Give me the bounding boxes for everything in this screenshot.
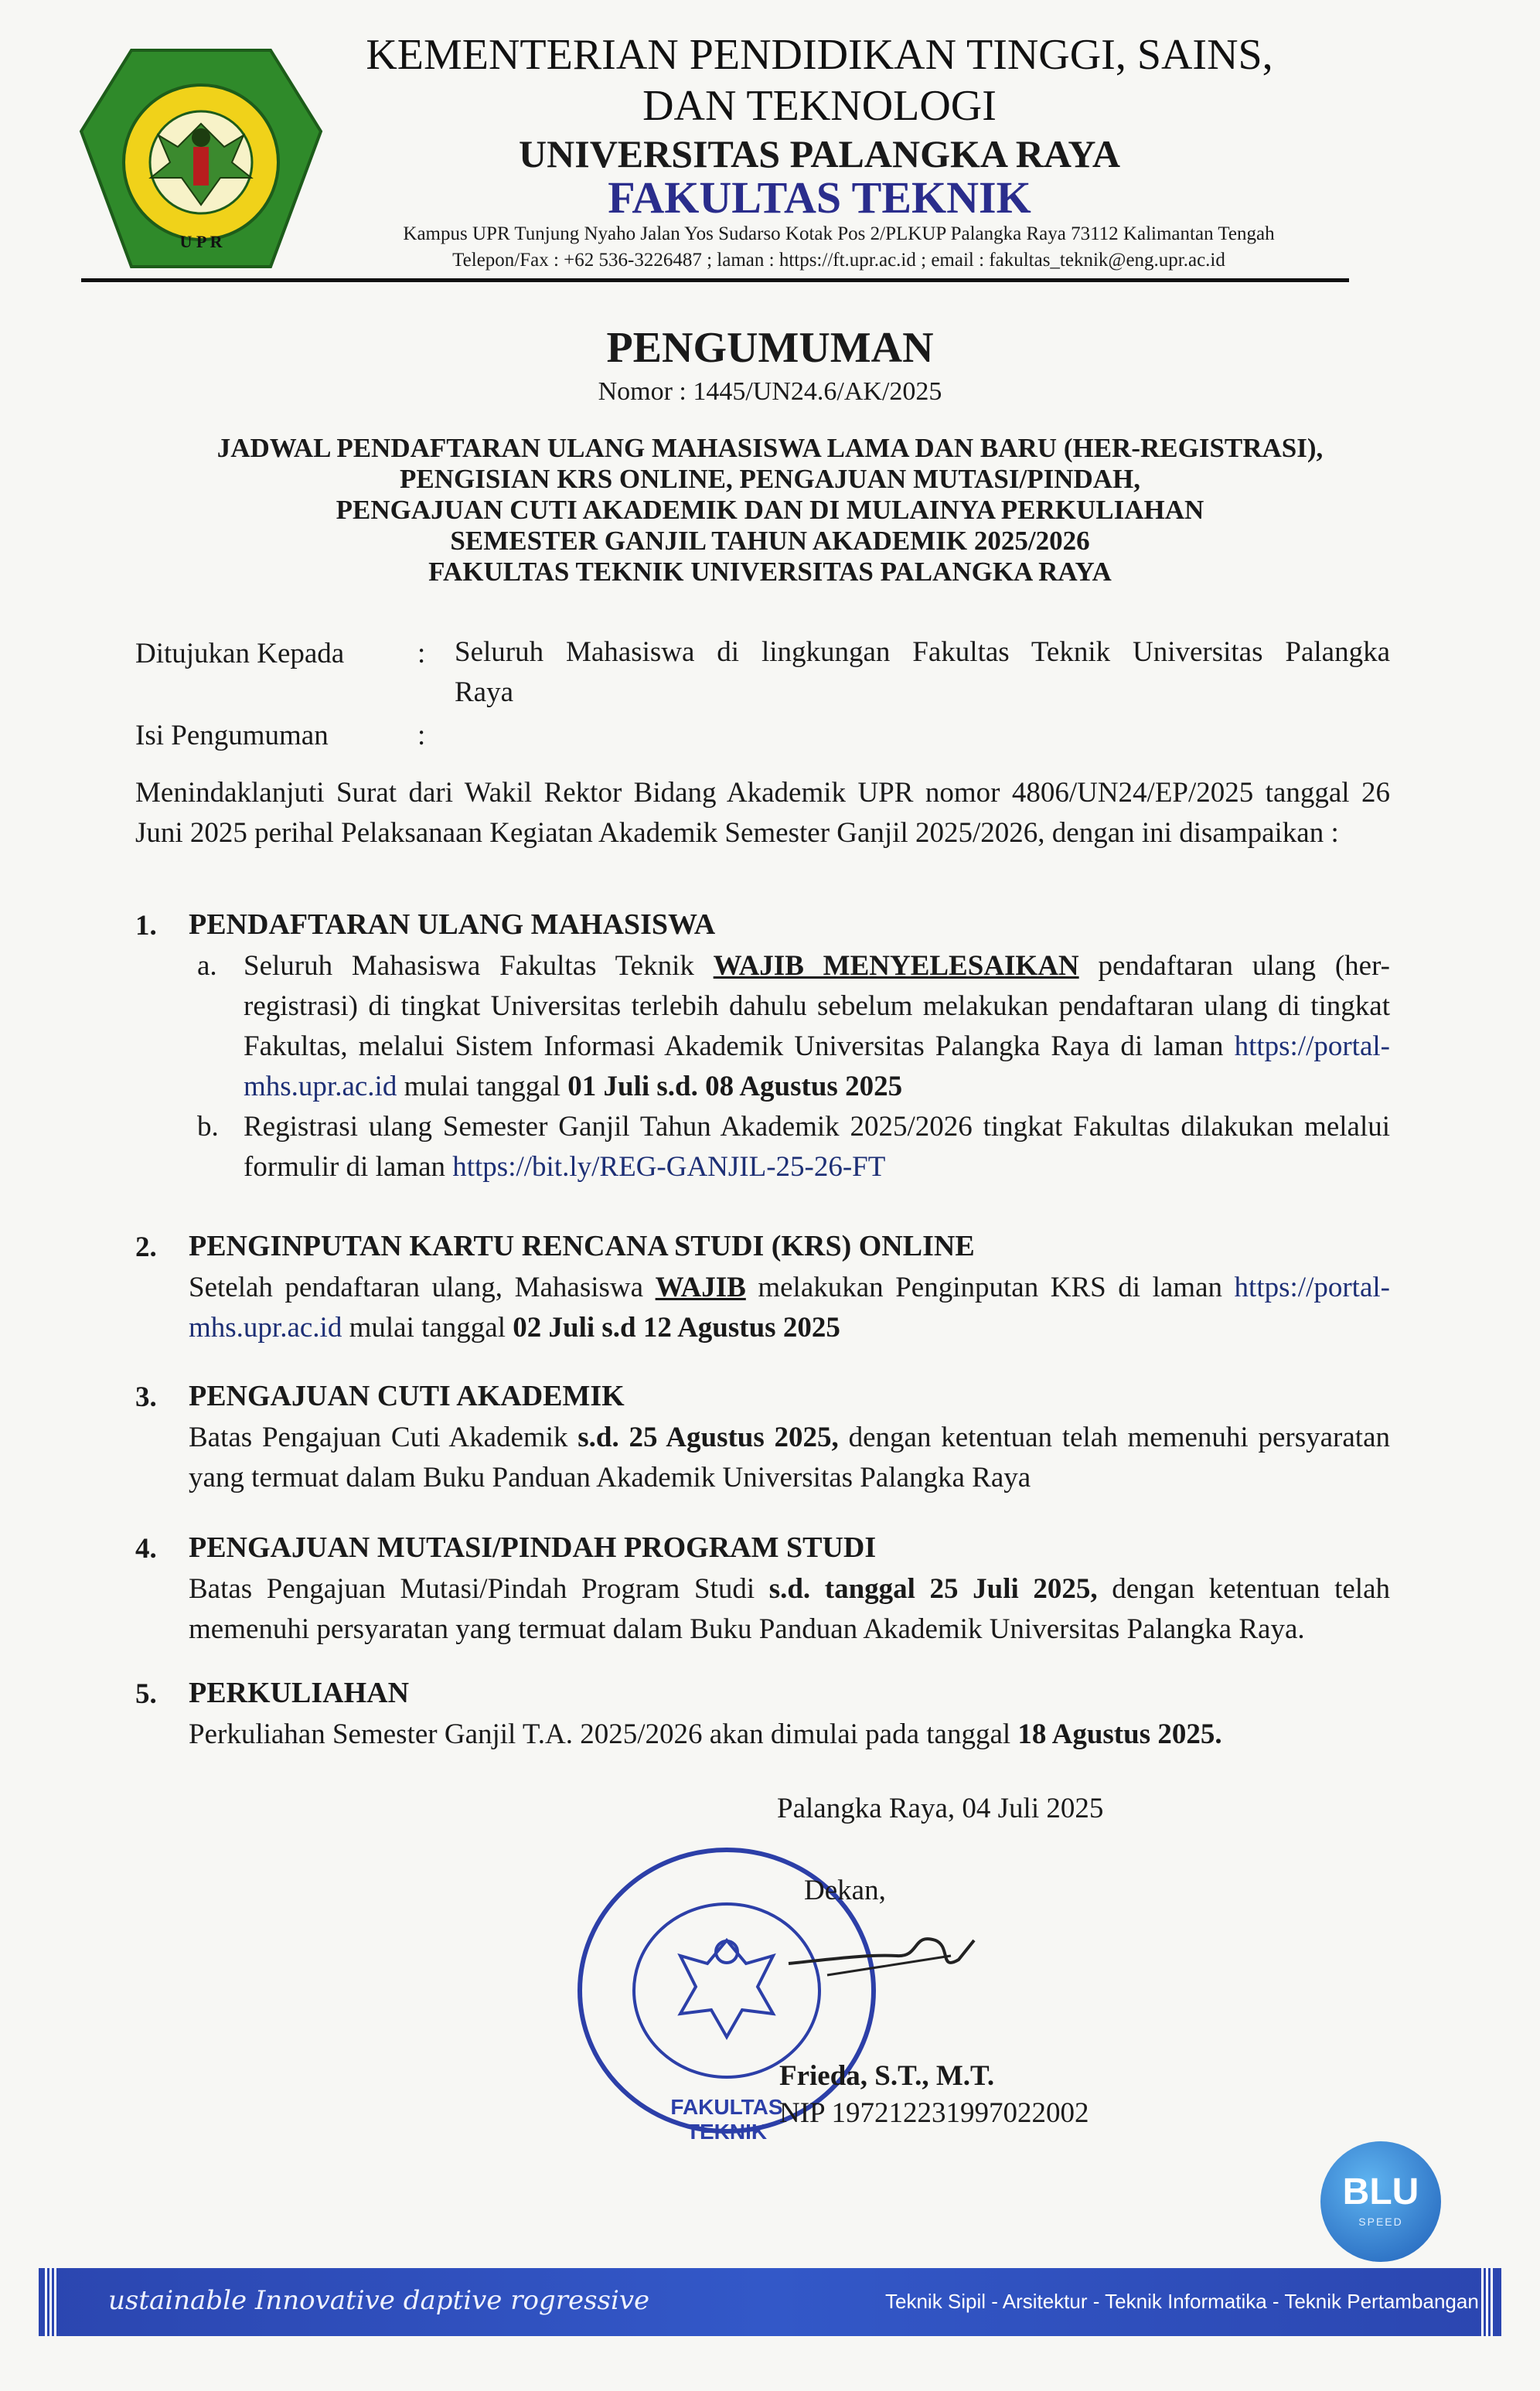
section-5-text: Perkuliahan Semester Ganjil T.A. 2025/2026 akan dimulai pada tanggal 18 Agustus 2025.	[189, 1718, 1222, 1750]
footer-stripes-left	[45, 2268, 59, 2336]
faculty-name: FAKULTAS TEKNIK	[608, 172, 1031, 223]
intro-paragraph: Menindaklanjuti Surat dari Wakil Rektor Bidang Akademik UPR nomor 4806/UN24/EP/2025 tanggal 26 Juni 2025 perihal Pelaksanaan Kegiatan Akademik Semester Ganjil 2025/2026, dengan ini disampaikan :	[135, 777, 1390, 849]
addressee-line: Raya	[455, 676, 514, 708]
ministry-line-1: KEMENTERIAN PENDIDIKAN TINGGI, SAINS,	[366, 31, 1273, 79]
stamp-caption: FAKULTAS TEKNIK	[670, 2095, 783, 2144]
footer-stripes-right	[1481, 2268, 1495, 2336]
badge-subtext: SPEED	[1358, 2216, 1403, 2228]
footer-slogan: ustainable Innovative daptive rogressive	[108, 2285, 650, 2316]
addressee-label: Ditujukan Kepada	[135, 638, 345, 669]
date-text: 02 Juli s.d 12 Agustus 2025	[513, 1312, 840, 1344]
item-label: a.	[197, 950, 217, 982]
number-label: Nomor :	[598, 377, 687, 406]
subject-line: SEMESTER GANJIL TAHUN AKADEMIK 2025/2026	[450, 526, 1090, 556]
signatory-role: Dekan,	[804, 1875, 886, 1906]
section-title: PENGAJUAN CUTI AKADEMIK	[189, 1380, 625, 1412]
address-line: Kampus UPR Tunjung Nyaho Jalan Yos Sudarso Kotak Pos 2/PLKUP Palangka Raya 73112 Kalimantan Tengah	[403, 223, 1275, 244]
section-title: PENGINPUTAN KARTU RENCANA STUDI (KRS) ONLINE	[189, 1230, 975, 1262]
section-2-text: Setelah pendaftaran ulang, Mahasiswa WAJIB melakukan Penginputan KRS di laman https://portal-mhs.upr.ac.id mulai tanggal 02 Juli s.d 12 Agustus 2025	[189, 1272, 1390, 1344]
addressee-colon: :	[417, 638, 426, 669]
section-number: 5.	[135, 1678, 157, 1710]
footer-bar	[39, 2268, 1501, 2336]
logo-caption: U P R	[179, 232, 223, 251]
section-3-text: Batas Pengajuan Cuti Akademik s.d. 25 Agustus 2025, dengan ketentuan telah memenuhi persyaratan yang termuat dalam Buku Panduan Akademik Universitas Palangka Raya	[189, 1422, 1390, 1494]
date-text: s.d. 25 Agustus 2025,	[578, 1422, 839, 1453]
subject-line: PENGISIAN KRS ONLINE, PENGAJUAN MUTASI/PINDAH,	[399, 464, 1141, 494]
contact-line: Telepon/Fax : +62 536-3226487 ; laman : https://ft.upr.ac.id ; email : fakultas_teknik@eng.upr.ac.id	[452, 250, 1225, 271]
ministry-line-2: DAN TEKNOLOGI	[642, 82, 997, 130]
section-title: PERKULIAHAN	[189, 1677, 410, 1709]
university-name: UNIVERSITAS PALANGKA RAYA	[519, 132, 1120, 175]
item-label: b.	[197, 1111, 219, 1143]
content-colon: :	[417, 720, 426, 751]
emphasis-text: WAJIB MENYELESAIKAN	[713, 950, 1079, 982]
registration-form-link[interactable]: https://bit.ly/REG-GANJIL-25-26-FT	[452, 1151, 886, 1183]
portal-link[interactable]: https://portal-mhs.upr.ac.id	[189, 1272, 1390, 1344]
addressee-line: Seluruh Mahasiswa di lingkungan Fakultas Teknik Universitas Palangka	[455, 636, 1390, 668]
document-number	[0, 377, 1540, 407]
subject-line: JADWAL PENDAFTARAN ULANG MAHASISWA LAMA DAN BARU (HER-REGISTRASI),	[216, 433, 1324, 463]
section-1b-text: Registrasi ulang Semester Ganjil Tahun Akademik 2025/2026 tingkat Fakultas dilakukan melalui formulir di laman https://bit.ly/REG-GANJIL-25-26-FT	[244, 1111, 1390, 1183]
footer-programs: Teknik Sipil - Arsitektur - Teknik Informatika - Teknik Pertambangan	[885, 2290, 1479, 2313]
blu-badge	[1320, 2141, 1441, 2262]
content-label: Isi Pengumuman	[135, 720, 329, 751]
subject-line: FAKULTAS TEKNIK UNIVERSITAS PALANGKA RAYA	[428, 557, 1112, 587]
section-1a-text: Seluruh Mahasiswa Fakultas Teknik WAJIB MENYELESAIKAN pendaftaran ulang (her-registrasi) di tingkat Universitas terlebih dahulu sebelum melakukan pendaftaran ulang di tingkat Fakultas, melalui Sistem Informasi Akademik Universitas Palangka Raya di laman https://portal-mhs.upr.ac.id mulai tanggal 01 Juli s.d. 08 Agustus 2025	[244, 950, 1390, 1102]
section-title: PENDAFTARAN ULANG MAHASISWA	[189, 908, 716, 941]
letterhead-contact	[325, 221, 1353, 274]
portal-link[interactable]: https://portal-mhs.upr.ac.id	[244, 1030, 1390, 1102]
ministry-name	[278, 29, 1361, 131]
section-number: 4.	[135, 1533, 157, 1565]
section-title: PENGAJUAN MUTASI/PINDAH PROGRAM STUDI	[189, 1531, 877, 1564]
place-date: Palangka Raya, 04 Juli 2025	[777, 1793, 1104, 1824]
date-text: s.d. tanggal 25 Juli 2025,	[768, 1573, 1098, 1605]
emphasis-text: WAJIB	[655, 1272, 746, 1303]
signatory-name: Frieda, S.T., M.T.	[779, 2060, 995, 2092]
number-value: 1445/UN24.6/AK/2025	[693, 377, 942, 406]
subject-line: PENGAJUAN CUTI AKADEMIK DAN DI MULAINYA PERKULIAHAN	[336, 495, 1204, 525]
document-title: PENGUMUMAN	[606, 324, 934, 372]
document-subject	[0, 433, 1540, 588]
signatory-nip: NIP 197212231997022002	[779, 2097, 1089, 2129]
handwritten-signature	[781, 1917, 982, 1987]
date-text: 18 Agustus 2025.	[1017, 1718, 1222, 1750]
letterhead-divider	[81, 278, 1349, 282]
section-number: 3.	[135, 1381, 157, 1413]
section-4-text: Batas Pengajuan Mutasi/Pindah Program Studi s.d. tanggal 25 Juli 2025, dengan ketentuan telah memenuhi persyaratan yang termuat dalam Buku Panduan Akademik Universitas Palangka Raya.	[189, 1573, 1391, 1645]
section-number: 2.	[135, 1231, 157, 1263]
badge-text: BLU	[1342, 2171, 1419, 2212]
section-number: 1.	[135, 910, 157, 942]
addressee-value	[455, 632, 1390, 713]
date-text: 01 Juli s.d. 08 Agustus 2025	[567, 1071, 903, 1102]
